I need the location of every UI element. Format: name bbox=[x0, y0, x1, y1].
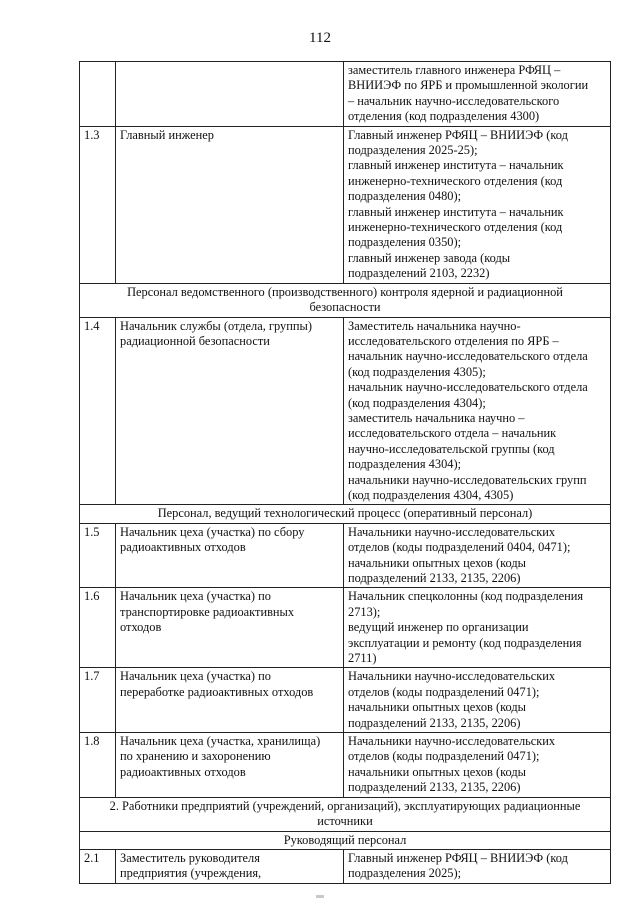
job-titles bbox=[344, 62, 611, 127]
text-line: Начальники научно-исследовательских bbox=[348, 524, 556, 539]
text-line: научно-исследовательской группы (код bbox=[348, 441, 555, 456]
text-line: Начальник цеха (участка) по bbox=[120, 669, 271, 684]
section-heading bbox=[80, 797, 611, 831]
text-line: радиационной безопасности bbox=[120, 333, 270, 348]
table-row bbox=[80, 849, 611, 883]
text-line: 2713); bbox=[348, 604, 381, 619]
text-line: инженерно-технического отделения (код bbox=[348, 173, 563, 188]
job-titles bbox=[344, 588, 611, 668]
section-header-row bbox=[80, 283, 611, 317]
text-line: начальники опытных цехов (коды bbox=[348, 764, 526, 779]
section-header-row bbox=[80, 505, 611, 523]
position-name bbox=[116, 126, 344, 283]
text-line: предприятия (учреждения, bbox=[120, 866, 262, 881]
text-line: подразделений 2103, 2232) bbox=[348, 266, 490, 281]
text-line: Начальник службы (отдела, группы) bbox=[120, 318, 312, 333]
text-line: 2. Работники предприятий (учреждений, организаций), эксплуатирующих радиационные bbox=[109, 798, 581, 813]
table-row bbox=[80, 126, 611, 283]
text-line: подразделения 2025); bbox=[348, 866, 462, 881]
text-line: подразделений 2133, 2135, 2206) bbox=[348, 571, 521, 585]
text-line: Заместитель руководителя bbox=[120, 850, 260, 865]
text-line: отделов (коды подразделений 0471); bbox=[348, 684, 540, 699]
text-line: Главный инженер РФЯЦ – ВНИИЭФ (код bbox=[348, 127, 568, 142]
row-number: 1.7 bbox=[80, 668, 116, 733]
text-line: начальник научно-исследовательского отдела bbox=[348, 349, 588, 364]
text-line: подразделения 2025-25); bbox=[348, 143, 478, 158]
position-name bbox=[116, 668, 344, 733]
text-line: главный инженер института – начальник bbox=[348, 204, 564, 219]
text-line: ВНИИЭФ по ЯРБ и промышленной экологии bbox=[348, 78, 589, 93]
table-row bbox=[80, 668, 611, 733]
row-number: 2.1 bbox=[80, 849, 116, 883]
job-titles bbox=[344, 849, 611, 883]
text-line: отходов bbox=[120, 620, 162, 635]
text-line: радиоактивных отходов bbox=[120, 764, 246, 779]
text-line: 2711) bbox=[348, 651, 377, 666]
job-titles bbox=[344, 523, 611, 588]
job-titles bbox=[344, 317, 611, 505]
section-heading bbox=[80, 831, 611, 849]
section-header-row bbox=[80, 831, 611, 849]
text-line: заместитель начальника научно – bbox=[348, 410, 525, 425]
text-line: Начальники научно-исследовательских bbox=[348, 734, 556, 749]
section-header-row bbox=[80, 797, 611, 831]
row-number: 1.5 bbox=[80, 523, 116, 588]
section-heading bbox=[80, 283, 611, 317]
text-line: исследовательского отдела – начальник bbox=[348, 426, 557, 441]
table-row bbox=[80, 523, 611, 588]
positions-table-body bbox=[80, 62, 611, 884]
text-line: Начальник цеха (участка) по сбору bbox=[120, 524, 305, 539]
table-row bbox=[80, 317, 611, 505]
text-line: Начальник цеха (участка) по bbox=[120, 589, 271, 604]
text-line: подразделения 0350); bbox=[348, 235, 462, 250]
row-number: 1.6 bbox=[80, 588, 116, 668]
text-line: источники bbox=[317, 814, 373, 829]
text-line: Персонал, ведущий технологический процесс (оперативный персонал) bbox=[157, 506, 533, 521]
row-number: 1.3 bbox=[80, 126, 116, 283]
table-row bbox=[80, 62, 611, 127]
text-line: отделов (коды подразделений 0404, 0471); bbox=[348, 540, 571, 555]
text-line: Начальники научно-исследовательских bbox=[348, 669, 556, 684]
row-number: 1.4 bbox=[80, 317, 116, 505]
job-titles bbox=[344, 126, 611, 283]
text-line: главный инженер завода (коды bbox=[348, 250, 511, 265]
text-line: безопасности bbox=[309, 300, 381, 315]
position-name bbox=[116, 62, 344, 127]
text-line: подразделений 2133, 2135, 2206) bbox=[348, 715, 521, 730]
text-line: начальники опытных цехов (коды bbox=[348, 700, 526, 715]
text-line: радиоактивных отходов bbox=[120, 540, 246, 555]
row-number: 1.8 bbox=[80, 733, 116, 798]
text-line: по хранению и захоронению bbox=[120, 749, 271, 764]
position-name bbox=[116, 317, 344, 505]
text-line: начальники научно-исследовательских групп bbox=[348, 472, 587, 487]
text-line: исследовательского отделения по ЯРБ – bbox=[348, 333, 559, 348]
table-row bbox=[80, 733, 611, 798]
page-number: 112 bbox=[309, 30, 331, 46]
text-line: заместитель главного инженера РФЯЦ – bbox=[348, 63, 561, 77]
position-name bbox=[116, 588, 344, 668]
text-line: (код подразделения 4304, 4305) bbox=[348, 487, 514, 502]
section-heading bbox=[80, 505, 611, 523]
text-line: подразделений 2133, 2135, 2206) bbox=[348, 780, 521, 795]
text-line: Начальник спецколонны (код подразделения bbox=[348, 589, 584, 604]
job-titles bbox=[344, 733, 611, 798]
job-titles bbox=[344, 668, 611, 733]
text-line: подразделения 4304); bbox=[348, 457, 462, 472]
text-line: транспортировке радиоактивных bbox=[120, 604, 295, 619]
text-line: (код подразделения 4305); bbox=[348, 364, 486, 379]
text-line: переработке радиоактивных отходов bbox=[120, 684, 314, 699]
text-line: Персонал ведомственного (производственного) контроля ядерной и радиационной bbox=[127, 284, 563, 299]
text-line: Руководящий персонал bbox=[283, 832, 407, 847]
scan-artifact bbox=[316, 895, 324, 898]
text-line: (код подразделения 4304); bbox=[348, 395, 486, 410]
text-line: – начальник научно-исследовательского bbox=[348, 93, 560, 108]
position-name bbox=[116, 849, 344, 883]
text-line: Начальник цеха (участка, хранилища) bbox=[120, 734, 321, 749]
text-line: инженерно-технического отделения (код bbox=[348, 220, 563, 235]
text-line: отделения (код подразделения 4300) bbox=[348, 109, 540, 124]
row-number bbox=[80, 62, 116, 127]
text-line: Заместитель начальника научно- bbox=[348, 318, 521, 333]
text-line: отделов (коды подразделений 0471); bbox=[348, 749, 540, 764]
text-line: начальники опытных цехов (коды bbox=[348, 555, 526, 570]
position-name bbox=[116, 733, 344, 798]
text-line: главный инженер института – начальник bbox=[348, 158, 564, 173]
text-line: Главный инженер РФЯЦ – ВНИИЭФ (код bbox=[348, 850, 568, 865]
text-line: подразделения 0480); bbox=[348, 189, 462, 204]
table-row bbox=[80, 588, 611, 668]
positions-table bbox=[79, 61, 611, 884]
text-line: начальник научно-исследовательского отдела bbox=[348, 380, 588, 395]
text-line: Главный инженер bbox=[120, 127, 214, 142]
text-line: эксплуатации и ремонту (код подразделения bbox=[348, 635, 582, 650]
position-name bbox=[116, 523, 344, 588]
text-line: ведущий инженер по организации bbox=[348, 620, 529, 635]
